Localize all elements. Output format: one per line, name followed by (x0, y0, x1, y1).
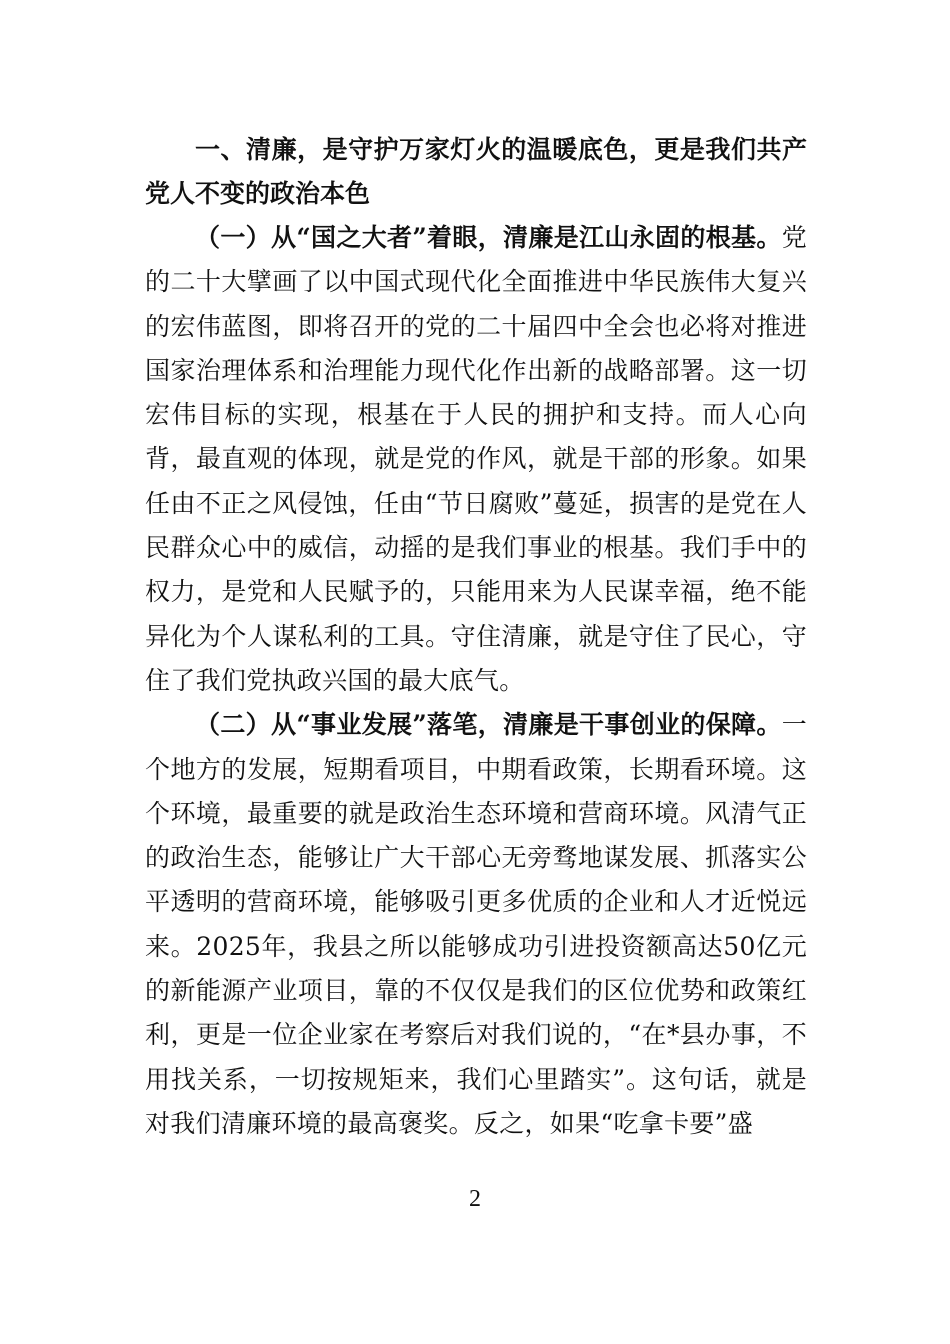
paragraph-1 (145, 216, 807, 703)
page-content (145, 128, 807, 1146)
paragraph-2-subhead: （二）从“事业发展”落笔，清廉是干事创业的保障。 (195, 710, 782, 740)
page-number: 2 (469, 1186, 481, 1212)
paragraph-2 (145, 703, 807, 1146)
section-heading: 一、清廉，是守护万家灯火的温暖底色，更是我们共产党人不变的政治本色 (145, 135, 807, 208)
paragraph-2-body: 一个地方的发展，短期看项目，中期看政策，长期看环境。这个环境，最重要的就是政治生态环境和营商环境。风清气正的政治生态，能够让广大干部心无旁骛地谋发展、抓落实公平透明的营商环境，能够吸引更多优质的企业和人才近悦远来。2025年，我县之所以能够成功引进投资额高达50亿元的新能源产业项目，靠的不仅仅是我们的区位优势和政策红利，更是一位企业家在考察后对我们说的，“在*县办事，不用找关系，一切按规矩来，我们心里踏实”。这句话，就是对我们清廉环境的最高褒奖。反之，如果“吃拿卡要”盛 (145, 710, 807, 1138)
paragraph-1-subhead: （一）从“国之大者”着眼，清廉是江山永固的根基。 (195, 223, 782, 252)
paragraph-1-body: 党的二十大擘画了以中国式现代化全面推进中华民族伟大复兴的宏伟蓝图，即将召开的党的二十届四中全会也必将对推进国家治理体系和治理能力现代化作出新的战略部署。这一切宏伟目标的实现，根基在于人民的拥护和支持。而人心向背，最直观的体现，就是党的作风，就是干部的形象。如果任由不正之风侵蚀，任由“节日腐败”蔓延，损害的是党在人民群众心中的威信，动摇的是我们事业的根基。我们手中的权力，是党和人民赋予的，只能用来为人民谋幸福，绝不能异化为个人谋私利的工具。守住清廉，就是守住了民心，守住了我们党执政兴国的最大底气。 (145, 223, 807, 695)
